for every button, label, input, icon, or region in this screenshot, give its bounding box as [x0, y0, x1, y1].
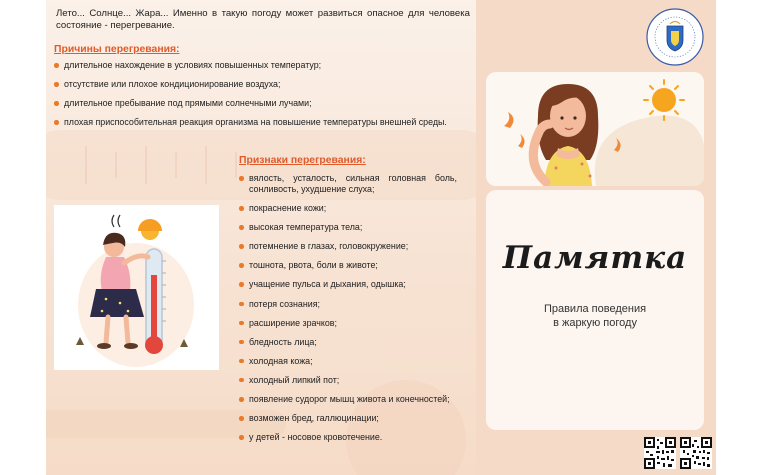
coat-of-arms-emblem: [642, 6, 708, 68]
sign-item: тошнота, рвота, боли в животе;: [239, 260, 457, 271]
sign-item: учащение пульса и дыхания, одышка;: [239, 279, 457, 290]
cause-item: длительное пребывание под прямыми солнечными лучами;: [54, 98, 464, 109]
overheated-woman-illustration: [486, 72, 704, 186]
signs-list: [239, 173, 457, 451]
qr-code-right: [680, 437, 712, 469]
sign-item: появление судорог мышц живота и конечностей;: [239, 394, 457, 405]
causes-list: [54, 60, 464, 136]
causes-title: Причины перегревания:: [54, 44, 180, 55]
cover-title-card: [486, 190, 704, 430]
sign-item: холодная кожа;: [239, 356, 457, 367]
sign-item: высокая температура тела;: [239, 222, 457, 233]
signs-title: Признаки перегревания:: [239, 155, 366, 166]
cover-subtitle-line2: в жаркую погоду: [553, 317, 637, 329]
cover-subtitle: [486, 302, 704, 330]
leaflet-inner-panel: [46, 0, 476, 475]
cover-subtitle-line1: Правила поведения: [543, 303, 647, 315]
sign-item: бледность лица;: [239, 337, 457, 348]
sign-item: покраснение кожи;: [239, 203, 457, 214]
sign-item: расширение зрачков;: [239, 318, 457, 329]
leaflet-cover-panel: [476, 0, 716, 475]
cover-title: Памятка: [502, 240, 688, 276]
cause-item: плохая приспособительная реакция организма на повышение температуры внешней среды.: [54, 117, 464, 128]
intro-text: Лето... Солнце... Жара... Именно в такую погоду может развиться опасное для человека состояние - перегревание.: [56, 8, 470, 31]
sign-item: у детей - носовое кровотечение.: [239, 432, 457, 443]
qr-code-left: [644, 437, 676, 469]
sign-item: холодный липкий пот;: [239, 375, 457, 386]
cause-item: длительное нахождение в условиях повышенных температур;: [54, 60, 464, 71]
sign-item: потеря сознания;: [239, 299, 457, 310]
woman-thermometer-illustration: [54, 205, 219, 370]
cause-item: отсутствие или плохое кондиционирование воздуха;: [54, 79, 464, 90]
sign-item: потемнение в глазах, головокружение;: [239, 241, 457, 252]
sign-item: вялость, усталость, сильная головная боль, сонливость, ухудшение слуха;: [239, 173, 457, 195]
sign-item: возможен бред, галлюцинации;: [239, 413, 457, 424]
